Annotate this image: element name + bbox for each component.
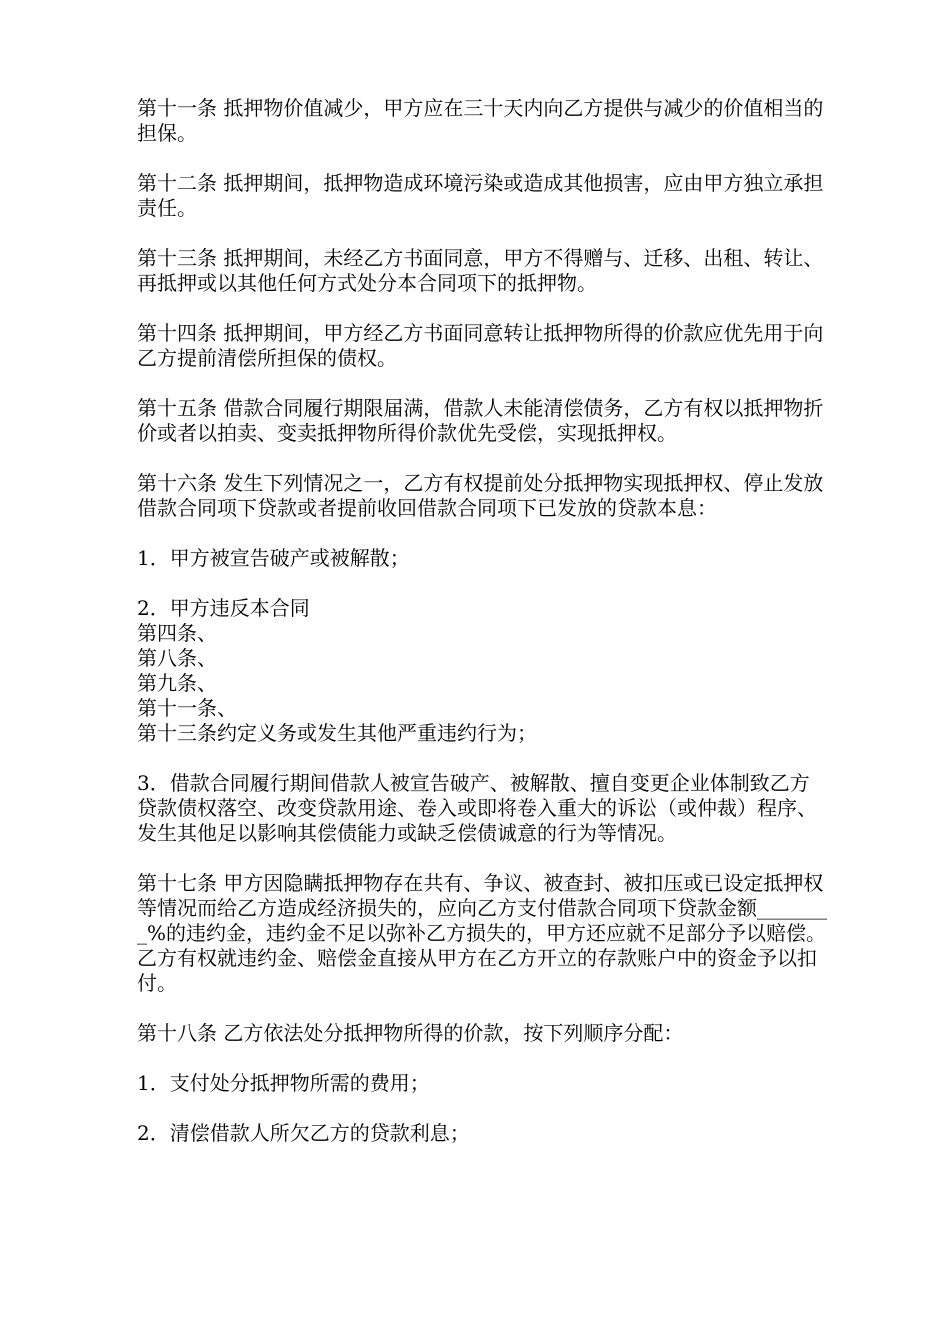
clause-16-item-2-line: 第四条、 [137,621,217,645]
clause-15: 第十五条 借款合同履行期限届满，借款人未能清偿债务，乙方有权以抵押物折价或者以拍卖、变卖抵押物所得价款优先受偿，实现抵押权。 [137,396,824,445]
clause-14: 第十四条 抵押期间，甲方经乙方书面同意转让抵押物所得的价款应优先用于向乙方提前清偿所担保的债权。 [137,321,824,370]
clause-16-item-2-line: 第九条、 [137,671,217,695]
clause-11: 第十一条 抵押物价值减少，甲方应在三十天内向乙方提供与减少的价值相当的担保。 [137,96,824,145]
clause-16-item-2-line: 第八条、 [137,646,217,670]
clause-16-item-1: 1．甲方被宣告破产或被解散； [137,546,410,570]
clause-13: 第十三条 抵押期间，未经乙方书面同意，甲方不得赠与、迁移、出租、转让、再抵押或以其他任何方式处分本合同项下的抵押物。 [137,246,824,295]
clause-18: 第十八条 乙方依法处分抵押物所得的价款，按下列顺序分配： [137,1021,684,1045]
clause-16-item-2-line: 2．甲方违反本合同 [137,596,310,620]
clause-17: 第十七条 甲方因隐瞒抵押物存在共有、争议、被查封、被扣压或已设定抵押权等情况而给乙方造成经济损失的，应向乙方支付借款合同项下贷款金额________%的违约金，违约金不足以弥补乙方损失的，甲方还应就不足部分予以赔偿。乙方有权就违约金、赔偿金直接从甲方在乙方开立的存款账户中的资金予以扣付。 [137,871,827,995]
clause-16-item-2 [137,596,827,746]
clause-16-item-2-line: 第十三条约定义务或发生其他严重违约行为； [137,721,537,745]
clause-18-item-2: 2．清偿借款人所欠乙方的贷款利息； [137,1121,470,1145]
clause-16: 第十六条 发生下列情况之一，乙方有权提前处分抵押物实现抵押权、停止发放借款合同项下贷款或者提前收回借款合同项下已发放的贷款本息： [137,471,824,520]
clause-16-item-3: 3．借款合同履行期间借款人被宣告破产、被解散、擅自变更企业体制致乙方贷款债权落空、改变贷款用途、卷入或即将卷入重大的诉讼（或仲裁）程序、发生其他足以影响其偿债能力或缺乏偿债诚意的行为等情况。 [137,771,817,845]
clause-12: 第十二条 抵押期间，抵押物造成环境污染或造成其他损害，应由甲方独立承担责任。 [137,171,824,220]
clause-16-item-2-line: 第十一条、 [137,696,237,720]
document-body [137,96,827,1171]
clause-18-item-1: 1．支付处分抵押物所需的费用； [137,1071,430,1095]
